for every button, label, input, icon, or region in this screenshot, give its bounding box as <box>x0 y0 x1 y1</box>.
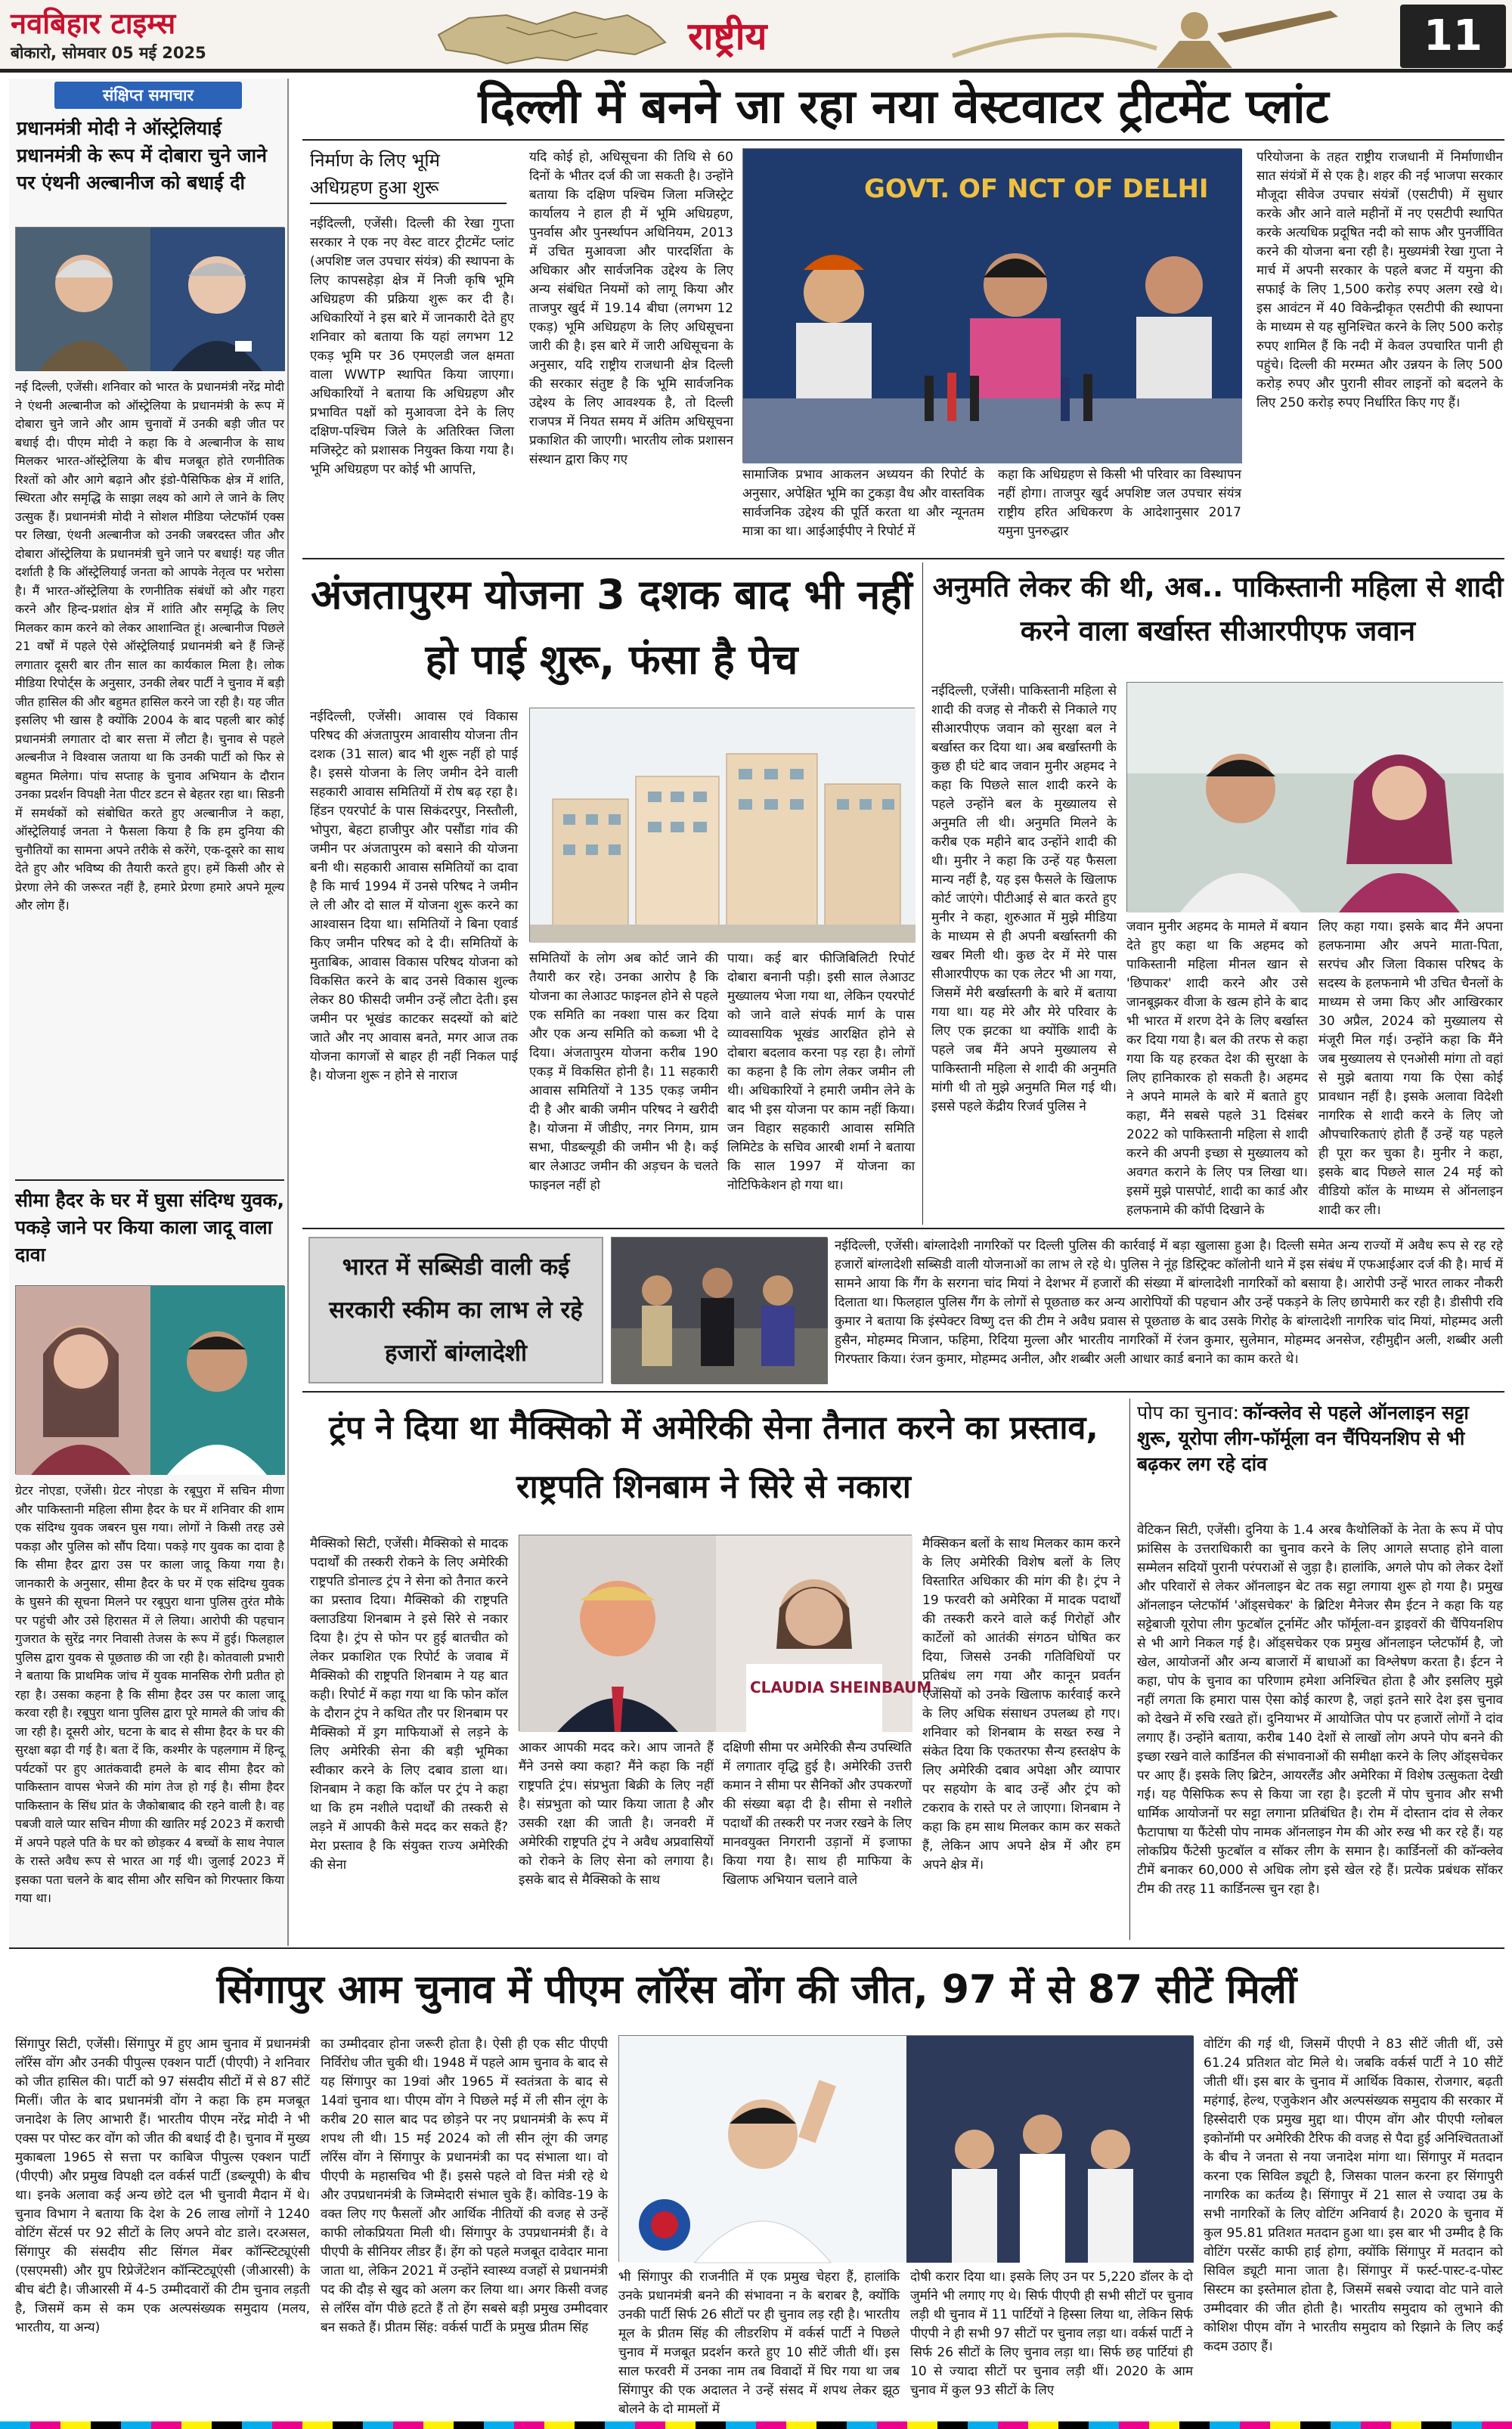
bangladeshi-police-photo <box>611 1237 827 1383</box>
sidebar-story2-headline: सीमा हैदर के घर में घुसा संदिग्ध युवक, पकड़े जाने पर किया काला जादू वाला दावा <box>15 1189 284 1266</box>
crpf-col2: जवान मुनीर अहमद के मामले में बयान देते हुए कहा था कि अहमद को पाकिस्तानी महिला मीनल खान से 'छिपाकर' शादी करने और उसे जानबूझकर वीजा के खत्म होने के बाद भी भारत में शरण देने के लिए बर्खास्त कर दिया गया है। बल की तरफ से कहा गया कि यह हरकत देश की सुरक्षा के लिए हानिकारक हो सकती है। अहमद ने अपने मामले के बारे में बताते हुए कहा, मैंने सबसे पहले 31 दिसंबर 2022 को पाकिस्तानी महिला से शादी करने की अपनी इच्छा से मुख्यालय को अवगत कराने के लिए पत्र लिखा था। इसमें मुझे पासपोर्ट, शादी का कार्ड और हलफनामे की कॉपी दिखाने के <box>1126 919 1308 1218</box>
singapore-col3: भी सिंगापुर की राजनीति में एक प्रमुख चेहरा हैं, हालांकि उनके प्रधानमंत्री बनने की संभावना न के बराबर है, क्योंकि उनकी पार्टी सिर्फ 26 सीटों पर ही चुनाव लड़ रही है। भारतीय मूल के प्रीतम सिंह की लीडरशिप में वर्कर्स पार्टी ने पिछले चुनाव में मजबूत प्रदर्शन करते हुए 10 सीटें जीती थीं। इस साल फरवरी में उनका नाम तब विवादों में घिर गया था जब सिंगापुर की एक अदालत ने उन्हें संसद में शपथ लेकर झूठ बोलने के दो मामलों में <box>618 2269 900 2417</box>
crpf-headline: अनुमति लेकर की थी, अब.. पाकिस्तानी महिला से शादी करने वाला बर्खास्त सीआरपीएफ जवान <box>932 571 1504 647</box>
anjatapuram-col3: पाया। कई बार फीजिबिलिटी रिपोर्ट दोबारा बनानी पड़ी। इसी साल लेआउट मुख्यालय भेजा गया था, लेकिन एयरपोर्ट को जाने वाले संपर्क मार्ग के पास व्यावसायिक भूखंड आरक्षित होने से दोबारा बदलाव करना पड़ रहा है। लोगों का कहना है कि लोग लेकर जमीन ली थी। अधिकारियों ने हमारी जमीन लेने के बाद भी इस योजना पर काम नहीं किया। जन विहार सहकारी आवास समिति लिमिटेड के सचिव आरबी शर्मा ने बताया कि साल 1997 में योजना का नोटिफिकेशन हो गया था। <box>727 951 915 1193</box>
india-map-icon <box>423 5 680 70</box>
wastewater-col4: कहा कि अधिग्रहण से किसी भी परिवार का विस्थापन नहीं होगा। ताजपुर खुर्द अपशिष्ट जल उपचार संयंत्र राष्ट्रीय हरित अधिकरण के आदेशानुसार 2017 यमुना पुनरुद्धार <box>998 467 1241 539</box>
bangladeshi-headline-box <box>308 1237 603 1383</box>
anjatapuram-headline: अंजतापुरम योजना 3 दशक बाद भी नहीं हो पाई शुरू, फंसा है पेच <box>311 571 912 683</box>
singapore-col1: सिंगापुर सिटी, एजेंसी। सिंगापुर में हुए आम चुनाव में प्रधानमंत्री लॉरेंस वोंग और उनकी पीपुल्स एक्शन पार्टी (पीएपी) ने शनिवार को जीत हासिल की। पार्टी को 97 संसदीय सीटों में से 87 सीटें मिलीं। जीत के बाद प्रधानमंत्री वोंग ने कहा कि हम मजबूत जनादेश के लिए आभारी हैं। भारतीय पीएम नरेंद्र मोदी ने भी एक्स पर पोस्ट कर वोंग को जीत की बधाई दी है। चुनाव में मुख्य मुकाबला 1965 से सत्ता पर काबिज पीपुल्स एक्शन पार्टी (पीएपी) और प्रमुख विपक्षी दल वर्कर्स पार्टी (डब्ल्यूपी) के बीच था। इनके अलावा कई अन्य छोटे दल भी चुनावी मैदान में थे। चुनाव विभाग ने बताया कि देश के 26 लाख लोगों ने 1240 वोटिंग सेंटर्स पर 92 सीटों के लिए अपने वोट डाले। दरअसल, सिंगापुर की संसदीय सीट सिंगल मेंबर कॉन्स्टिट्यूएंसी (एसएमसी) और ग्रुप रिप्रेजेंटेशन कॉन्स्टिट्यूएंसी (जीआरसी) के बीच बंटी है। जीआरसी में 4-5 उम्मीदवारों की टीम चुनाव लड़ती है, जिसमें कम से कम एक अल्पसंख्यक समुदाय (मलय, भारतीय, या अन्य) <box>15 2037 310 2335</box>
wastewater-press-photo <box>742 148 1241 463</box>
national-emblem-icon <box>907 3 1376 70</box>
registration-strip <box>0 2421 1512 2429</box>
trump-sheinbaum-photo <box>519 1535 932 1731</box>
anjatapuram-building-photo <box>529 708 915 942</box>
page-number-box <box>1400 5 1506 68</box>
singapore-col5: वोटिंग की गई थी, जिसमें पीएपी ने 83 सीटें जीती थीं, उसे 61.24 प्रतिशत वोट मिले थे। जबकि वर्कर्स पार्टी ने 10 सीटें जीती थीं। इस बार के चुनाव में आर्थिक विकास, रोजगार, बढ़ती महंगाई, हेल्थ, एजुकेशन और अल्पसंख्यक समुदाय की सरकार में हिस्सेदारी एक प्रमुख मुद्दा था। पीएम वोंग और पीएपी ग्लोबल इकोनॉमी पर अमेरिकी टैरिफ की वजह से पैदा हुई अनिश्चितताओं के बीच ने जनता से नया जनादेश मांगा था। सिंगापुर में मतदान करना एक सिविल ड्यूटी है, जिसका पालन करना हर सिंगापुरी नागरिक का कर्तव्य है। सिंगापुर में 21 साल से ज्यादा उम्र के सभी नागरिकों के लिए वोटिंग अनिवार्य है। 2020 के चुनाव में कुल 95.81 प्रतिशत मतदान हुआ था। इस बार भी उम्मीद है कि वोटिंग परसेंट काफी हाई होगा, क्योंकि सिंगापुर में मतदान को सिविल ड्यूटी माना जाता है। सिंगापुर में फर्स्ट-पास्ट-द-पोस्ट सिस्टम का इस्तेमाल होता है, जिसमें सबसे ज्यादा वोट पाने वाले उम्मीदवार की जीत होती है। भारतीय समुदाय को लुभाने की कोशिश पीएम वोंग ने भारतीय समुदाय को रिझाने के लिए कई कदम उठाए हैं। <box>1204 2037 1503 2354</box>
trump-col1: मैक्सिको सिटी, एजेंसी। मैक्सिको से मादक पदार्थों की तस्करी रोकने के लिए अमेरिकी राष्ट्रपति डोनाल्ड ट्रंप ने सेना को तैनात करने का प्रस्ताव दिया। मैक्सिको की राष्ट्रपति क्लाउडिया शिनबाम ने इसे सिरे से नकार दिया है। ट्रंप से फोन पर हुई बातचीत को लेकर प्रकाशित एक रिपोर्ट के जवाब में मैक्सिको की राष्ट्रपति शिनबाम ने यह बात कही। रिपोर्ट में कहा गया था कि फोन कॉल के दौरान ट्रंप ने कथित तौर पर शिनबाम पर मैक्सिको में ड्रग माफियाओं से लड़ने के लिए अमेरिकी सेना की बड़ी भूमिका स्वीकार करने के लिए दबाव डाला था। शिनबाम ने कहा कि कॉल पर ट्रंप ने कहा था कि हम नशीले पदार्थों की तस्करी से लड़ने में आपकी कैसे मदद कर सकते हैं? मेरा प्रस्ताव है कि संयुक्त राज्य अमेरिकी की सेना <box>310 1536 508 1873</box>
pope-body: वेटिकन सिटी, एजेंसी। दुनिया के 1.4 अरब कैथोलिकों के नेता के रूप में पोप फ्रांसिस के उत्तराधिकारी का चुनाव करने के लिए आगले सप्ताह होने वाला सम्मेलन सदियों पुरानी परंपराओं से जुड़ा है। हालांकि, अगले पोप को लेकर देशों और परिवारों से लेकर ऑनलाइन बेट तक सट्टा लगाया शुरू हो गया है। प्रमुख ऑनलाइन प्लेटफॉर्म 'ऑड्सचेकर' के ब्रिटिश मैनेजर सैम ईटन ने कहा कि यह सट्टेबाजी यूरोपा लीग फुटबॉल टूर्नामेंट और फॉर्मूला-वन ड्राइवरों की चैंपियनशिप से भी आगे निकल गई है। ऑड्सचेकर एक प्रमुख ऑनलाइन प्लेटफॉर्म है, जो खेल, आयोजनों और अन्य बाजारों में बाधाओं का विश्लेषण करता है। ईटन ने कहा, पोप के चुनाव का परिणाम हमेशा अनिश्चित होता है और इसलिए मुझे नहीं लगता कि हमारा पास ऐसा कोई कारण है, जहां इतने सारे देश इस चुनाव को देखने में रुचि रखते हों। दुनियाभर में आयोजित पोप पर हजारों लोगों ने दांव लगाए हैं। उन्होंने बताया, करीब 140 देशों से लाखों लोग अपने पोप बनने की इच्छा रखने वाले कार्डिनल की संभावनाओं की समीक्षा करने के लिए ऑड्सचेकर पर आए हैं। इसके लिए ब्रिटेन, आयरलैंड और अमेरिका में विशेष उत्सुकता देखी गई। यह पैसिफिक रूप से किया जा रहा है। इटली में पोप चुनाव और सभी धार्मिक आयोजनों पर सट्टा लगाना प्रतिबंधित है। रोम में दोस्तान दांव से लेकर फैटापाषा या फैंटेसी पोप नामक ऑनलाइन गेम की ओर रुख भी कर रहे हैं। यह लोकप्रिय फैंटेसी फुटबॉल व सॉकर लीग के समान है। कार्डिनलों की कॉन्क्लेव टीमें बनाकर 60,000 से अधिक लोग इसे खेल रहे हैं। प्रत्येक प्रबंधक सॉकर टीम की तरह 11 कार्डिनल्स चुन रहा है। <box>1137 1523 1503 1897</box>
sidebar-story1-body: नई दिल्ली, एजेंसी। शनिवार को भारत के प्रधानमंत्री नरेंद्र मोदी ने एंथनी अल्बानीज को ऑस्ट्रेलिया के प्रधानमंत्री के रूप में दोबारा चुने जाने और आम चुनावों में उनकी बड़ी जीत पर बधाई दी। पीएम मोदी ने कहा कि वे अल्बानीज के साथ मिलकर भारत-ऑस्ट्रेलिया के बीच मजबूत होते रणनीतिक रिश्तों को और आगे बढ़ाने और इंडो-पैसिफिक क्षेत्र में शांति, स्थिरता और समृद्धि के साझा लक्ष्य को आगे ले जाने के लिए उत्सुक हैं। प्रधानमंत्री मोदी ने सोशल मीडिया प्लेटफॉर्म एक्स पर लिखा, एंथनी अल्बानीज को उनकी जबरदस्त जीत और दोबारा ऑस्ट्रेलिया के प्रधानमंत्री चुने जाने पर बधाई! यह जीत दर्शाती है कि ऑस्ट्रेलियाई जनता को आपके नेतृत्व पर भरोसा है। मैं भारत-ऑस्ट्रेलिया के रणनीतिक संबंधों को और गहरा करने और हिन्द-प्रशांत क्षेत्र में शांति और समृद्धि के लिए मिलकर काम करने को लेकर आशान्वित हूं। अल्बानीज पिछले 21 वर्षों में पहले ऐसे ऑस्ट्रेलियाई प्रधानमंत्री बने हैं जिन्हें लगातार दूसरी बार तीन साल का कार्यकाल मिला है। लोक मीडिया रिपोर्ट्स के अनुसार, उनकी लेबर पार्टी ने चुनाव में बड़ी जीत हासिल की और बहुमत हासिल करने जा रही है। यह जीत इसलिए भी खास है क्योंकि 2004 के बाद पहली बार कोई प्रधानमंत्री लगातार दो बार सत्ता में लौटा है। चुनाव से पहले अल्बनीज ने विश्वास जताया था कि उनकी पार्टी को फिर से बहुमत मिलेगा। पांच सप्ताह के चुनाव अभियान के दौरान उनका प्रदर्शन विपक्षी नेता पीटर डटन से बेहतर रहा था। सिडनी में समर्थकों को संबोधित करते हुए अल्बानीज ने कहा, ऑस्ट्रेलियाई जनता ने फैसला किया है कि हम दुनिया की चुनौतियों का सामना अपने तरीके से करेंगे, एक-दूसरे का साथ देते हुए और भविष्य की तैयारी करते हुए। हमें किसी और से प्रेरणा लेने की जरूरत नहीं है, हमारे प्रेरणा हमारे अपने मूल्य और लोग हैं। <box>15 380 284 912</box>
anjatapuram-col1: नईदिल्ली, एजेंसी। आवास एवं विकास परिषद की अंजतापुरम आवासीय योजना तीन दशक (31 साल) बाद भी शुरू नहीं हो पाई है। इससे योजना के लिए जमीन देने वाली सहकारी आवास समितियों में रोष बढ़ रहा है। हिंडन एयरपोर्ट के पास सिकंदरपुर, निस्तौली, भोपुरा, बेहटा हाजीपुर और पसौंडा गांव की जमीन पर अंजतापुरम को बसाने की योजना बनी थी। सहकारी आवास समितियों का दावा है कि मार्च 1994 में उनसे परिषद ने जमीन ले ली और दो साल में योजना शुरू करने का आश्वासन दिया था। समितियों ने बिना एवार्ड किए जमीन परिषद को दे दी। समितियों के मुताबिक, आवास विकास परिषद योजना को विकसित करने के बाद उनसे विकास शुल्क लेकर 80 फीसदी जमीन उन्हें लौटा देती। इस जमीन पर भूखंड काटकर सदस्यों को बांटे जाते और नए आवास बनते, मगर आज तक योजना कागजों से बाहर ही नहीं निकल पाई है। योजना शुरू न होने से नाराज <box>310 709 518 1083</box>
sidebar <box>9 79 289 1946</box>
sidebar-story1-headline: प्रधानमंत्री मोदी ने ऑस्ट्रेलियाई प्रधानमंत्री के रूप में दोबारा चुने जाने पर एंथनी अल्बानीज को बधाई दी <box>17 117 268 194</box>
crpf-couple-photo <box>1126 682 1503 912</box>
anjatapuram-col2: समितियों के लोग अब कोर्ट जाने की तैयारी कर रहे। उनका आरोप है कि योजना का लेआउट फाइनल होने से पहले एक समिति का नक्शा पास कर दिया और एक अन्य समिति को कब्जा भी दे दिया। अंजतापुरम योजना करीब 190 एकड़ में विकसित होनी है। 11 सहकारी आवास समितियों ने 135 एकड़ जमीन दी है और बाकी जमीन परिषद ने खरीदी है। योजना में जीडीए, नगर निगम, ग्राम सभा, पीडब्ल्यूडी की जमीन भी है। कई बार लेआउट जमीन की अड़चन के चलते फाइनल नहीं हो <box>529 951 718 1193</box>
sidebar-story2-photo <box>15 1285 284 1474</box>
wastewater-col2: यदि कोई हो, अधिसूचना की तिथि से 60 दिनों के भीतर दर्ज की जा सकती है। उन्होंने बताया कि दक्षिण पश्चिम जिला मजिस्ट्रेट कार्यालय ने हाल ही में भूमि अधिग्रहण, पुनर्वास और पुनर्स्थापन अधिनियम, 2013 में उचित मुआवजा और पारदर्शिता के अधिकार और सार्वजनिक उद्देश्य के लिए अन्य संबंधित नियमों को लागू किया और ताजपुर खुर्द में 19.14 बीघा (लगभग 12 एकड़) भूमि अधिग्रहण के लिए अधिसूचना जारी की है। इस बारे में जारी अधिसूचना के अनुसार, यदि राष्ट्रीय राजधानी क्षेत्र दिल्ली की सरकार संतुष्ट है कि भूमि सार्वजनिक उद्देश्य के लिए आवश्यक है, तो दिल्ली राजपत्र में नियत समय में अंतिम अधिसूचना प्रकाशित की जाएगी। भारतीय लोक प्रशासन संस्थान द्वारा किए गए <box>529 150 733 467</box>
trump-sign-text: CLAUDIA SHEINBAUM <box>750 1678 932 1696</box>
pope-headline-block <box>1137 1400 1504 1513</box>
crpf-col1: नईदिल्ली, एजेंसी। पाकिस्तानी महिला से शादी की वजह से नौकरी से निकाले गए सीआरपीएफ जवान को सुरक्षा बल ने बर्खास्त कर दिया था। अब बर्खास्तगी के कुछ ही घंटे बाद जवान मुनीर अहमद ने कहा कि पिछले साल शादी करने के पहले उन्होंने बल के मुख्यालय से अनुमति ली थी। अनुमति मिलने के करीब एक महीने बाद उन्होंने शादी की थी। मुनीर ने कहा कि उन्हें यह फैसला मान्य नहीं है, यह इस फैसले के खिलाफ कोर्ट जाएंगे। पीटीआई से बात करते हुए मुनीर ने कहा, शुरुआत में मुझे मीडिया के माध्यम से ही अपनी बर्खास्तगी की खबर मिली थी। कुछ देर में मेरे पास सीआरपीएफ का एक लेटर भी आ गया, जिसमें मेरी बर्खास्तगी के बारे में बताया गया था। यह मेरे और मेरे परिवार के लिए एक झटका था क्योंकि शादी के पहले जब मैंने अपने मुख्यालय से पाकिस्तानी महिला से शादी की अनुमति मांगी थी तो मुझे अनुमति मिल गई थी। इससे पहले केंद्रीय रिजर्व पुलिस ने <box>931 683 1117 1114</box>
sidebar-story1-photo <box>15 227 284 370</box>
trump-col4: मैक्सिकन बलों के साथ मिलकर काम करने के लिए अमेरिकी विशेष बलों के लिए विस्तारित अधिकार की मांग की है। ट्रंप ने 19 फरवरी को अमेरिका में मादक पदार्थों की तस्करी करने वाले कई गिरोहों और कार्टेलों को आतंकी संगठन घोषित कर दिया, जिससे उनकी गतिविधियों पर प्रतिबंध लग गया और कानून प्रवर्तन एजेंसियों को उनके खिलाफ कार्रवाई करने के लिए अधिक संसाधन उपलब्ध हो गए। शनिवार को शिनबाम के सख्त रुख ने संकेत दिया कि एकतरफा सैन्य हस्तक्षेप के लिए अमेरिकी दबाव अपेक्षा और व्यापार पर सहयोग के बाद उन्हें और ट्रंप को टकराव के रास्ते पर ले जाएगा। शिनबाम ने कहा कि हम साथ मिलकर काम कर सकते हैं, लेकिन आप अपने क्षेत्र में और हम अपने क्षेत्र में। <box>922 1536 1120 1873</box>
pope-kicker: पोप का चुनाव: <box>1137 1402 1239 1424</box>
trump-headline: ट्रंप ने दिया था मैक्सिको में अमेरिकी सेना तैनात करने का प्रस्ताव, राष्ट्रपति शिनबाम ने सिरे से नकारा <box>329 1409 1098 1506</box>
masthead <box>0 0 1512 73</box>
press-banner-text: GOVT. OF NCT OF DELHI <box>864 174 1209 204</box>
trump-col2: आकर आपकी मदद करे। आप जानते हैं मैंने उनसे क्या कहा? मैंने कहा कि नहीं राष्ट्रपति ट्रंप। संप्रभुता बिक्री के लिए नहीं है। संप्रभुता को प्यार किया जाता है और उसकी रक्षा की जाती है। जनवरी में अमेरिकी राष्ट्रपति ट्रंप ने अवैध अप्रवासियों को रोकने के लिए सेना को लगाया है। इसके बाद से मैक्सिको के साथ <box>519 1740 714 1888</box>
pope-headline: कॉन्क्लेव से पहले ऑनलाइन सट्टा शुरू, यूरोपा लीग-फॉर्मूला वन चैंपियनशिप से भी बढ़कर लग रहे दांव <box>1137 1402 1469 1475</box>
trump-col3: दक्षिणी सीमा पर अमेरिकी सैन्य उपस्थिति में लगातार वृद्धि हुई है। अमेरिकी उत्तरी कमान ने सीमा पर सैनिकों और उपकरणों की संख्या बढ़ा दी है। सीमा से नशीले पदार्थों की तस्करी पर नजर रखने के लिए मानवयुक्त निगरानी उड़ानों में इजाफा किया गया है। साथ ही माफिया के खिलाफ अभियान चलाने वाले <box>723 1740 912 1888</box>
crpf-col3: लिए कहा गया। इसके बाद मैंने अपना हलफनामा और अपने माता-पिता, सरपंच और जिला विकास परिषद के सदस्य के हलफनामे भी उचित चैनलों के माध्यम से जमा किए और आखिरकार 30 अप्रैल, 2024 को मुख्यालय से मंजूरी मिल गई। उन्होंने कहा कि मैंने जब मुख्यालय से एनओसी मांगा तो वहां से मुझे बताया गया कि ऐसा कोई प्रावधान नहीं है। इसके अलावा विदेशी नागरिक से शादी करने के लिए जो औपचारिकताएं होती हैं उन्हें यह पहले ही पूरा कर चुका है। मुनीर ने कहा, इसके बाद पिछले साल 24 मई को वीडियो कॉल के माध्यम से ऑनलाइन शादी कर ली। <box>1318 919 1503 1218</box>
bangladeshi-headline: भारत में सब्सिडी वाली कई सरकारी स्कीम का लाभ ले रहे हजारों बांग्लादेशी <box>329 1253 583 1367</box>
singapore-col4: दोषी करार दिया था। इसके लिए उन पर 5,220 डॉलर के दो जुर्माने भी लगाए गए थे। सिर्फ पीएपी ही सभी सीटों पर चुनाव लड़ी थी चुनाव में 11 पार्टियों ने हिस्सा लिया था, लेकिन सिर्फ पीएपी ने ही सभी 97 सीटों पर चुनाव लड़ा था। वर्कर्स पार्टी ने सिर्फ 26 सीटों के लिए चुनाव लड़ा था। सिर्फ छह पार्टियां ही 10 से ज्यादा सीटों पर चुनाव लड़ी थीं। 2020 के आम चुनाव में कुल 93 सीटों के लिए <box>910 2269 1193 2398</box>
section-title: राष्ट्रीय <box>688 14 767 58</box>
singapore-col2: का उम्मीदवार होना जरूरी होता है। ऐसी ही एक सीट पीएपी निर्विरोध जीत चुकी थी। 1948 में पहले आम चुनाव के बाद से यह सिंगापुर का 19वां और 1965 में स्वतंत्रता के बाद से 14वां चुनाव था। पीएम वोंग ने पिछले मई में ली सीन लूंग के करीब 20 साल बाद पद छोड़ने पर नए प्रधानमंत्री के रूप में शपथ ली थी। 15 मई 2024 को ली सीन लूंग की जगह लॉरेंस वोंग ने सिंगापुर के प्रधानमंत्री का पद संभाला था। वो पीएपी के महासचिव भी हैं। इससे पहले वो वित्त मंत्री रहे थे और उपप्रधानमंत्री के जिम्मेदारी संभाल चुके हैं। कोविड-19 के वक्त लिए गए फैसलों और आर्थिक नीतियों की वजह से उन्हें काफी लोकप्रियता मिली थी। सिंगापुर के उपप्रधानमंत्री हैं। वे पीएपी के सीनियर लीडर हैं। हेंग को पहले मजबूत दावेदार माना जाता था, लेकिन 2021 में उन्होंने स्वास्थ्य वजहों से प्रधानमंत्री पद की दौड़ से खुद को अलग कर लिया था। अगर किसी वजह से लॉरेंस वोंग पीछे हटते हैं तो हेंग सबसे बड़ी प्रमुख उम्मीदवार बन सकते हैं। प्रीतम सिंह: वर्कर्स पार्टी के प्रमुख प्रीतम सिंह <box>321 2037 608 2335</box>
singapore-wong-photo <box>618 2035 1193 2262</box>
wastewater-subhead: निर्माण के लिए भूमि अधिग्रहण हुआ शुरू <box>310 147 507 204</box>
location-date: बोकारो, सोमवार 05 मई 2025 <box>11 44 206 62</box>
sidebar-heading: संक्षिप्त समाचार <box>54 82 242 109</box>
page-number: 11 <box>1424 11 1483 60</box>
bangladeshi-body: नईदिल्ली, एजेंसी। बांग्लादेशी नागरिकों पर दिल्ली पुलिस की कार्रवाई में बड़ा खुलासा हुआ है। दिल्ली समेत अन्य राज्यों में अवैध रूप से रह रहे हजारों बांग्लादेशी सब्सिडी वाली योजनाओं का लाभ ले रहे थे। पुलिस ने नूंह डिस्ट्रिक्ट कॉलोनी थाने में इस संबंध में एफआईआर दर्ज की है। मार्च में सामने आया कि गैंग के सरगना चांद मियां ने देशभर में हजारों की संख्या में बांग्लादेशी नागरिकों को बसाया है। आरोपी उन्हें भारत लाकर नौकरी दिलाता था। फिलहाल पुलिस गैंग के लोगों से पूछताछ कर अन्य आरोपियों की पहचान और उन्हें पकड़ने के लिए छापेमारी कर रही है। डीसीपी रवि कुमार ने बताया कि इंस्पेक्टर विष्णु दत्त की टीम ने अवैध प्रवास से पूछताछ के बाद उसके गिरोह के बांग्लादेशी नागरिक चांद मियां, मोहम्मद अली हुसैन, मोहम्मद मिजान, फहिमा, रिदिया मुल्ला और भारतीय नागरिकों में रंजन कुमार, सुलेमान, मोहम्मद अनसेज, रहीमुद्दीन अली, शब्बीर अली गिरफ्तार किया। रंजन कुमार, मोहम्मद अनील, और शब्बीर अली आधार कार्ड बनाने का काम करते थे। <box>835 1238 1503 1367</box>
wastewater-col3: सामाजिक प्रभाव आकलन अध्ययन की रिपोर्ट के अनुसार, अपेक्षित भूमि का टुकड़ा वैध और वास्तविक सार्वजनिक उद्देश्य की पूर्ति करता था और न्यूनतम मात्रा का था। आईआईपीए ने रिपोर्ट में <box>742 467 984 539</box>
wastewater-headline: दिल्ली में बनने जा रहा नया वेस्टवाटर ट्रीटमेंट प्लांट <box>478 79 1329 134</box>
singapore-headline: सिंगापुर आम चुनाव में पीएम लॉरेंस वोंग की जीत, 97 में से 87 सीटें मिलीं <box>216 1967 1297 2012</box>
wastewater-col5: परियोजना के तहत राष्ट्रीय राजधानी में निर्माणाधीन सात संयंत्रों में से एक है। शहर की नई भाजपा सरकार मौजूदा सीवेज उपचार संयंत्रों (एसटीपी) में सुधार करके और आने वाले महीनों में नए एसटीपी स्थापित करके अत्यधिक प्रदूषित नदी को साफ और पुनर्जीवित करने की योजना बना रही है। मुख्यमंत्री रेखा गुप्ता ने मार्च में अपनी सरकार के पहले बजट में यमुना की सफाई के लिए 1,500 करोड़ रुपए अलग रखे थे। इस आवंटन में 40 विकेन्द्रीकृत एसटीपी की स्थापना के माध्यम से यह सुनिश्चित करने के लिए 500 करोड़ रुपए शामिल हैं कि नदी में केवल उपचारित पानी ही पहुंचे। दिल्ली की मरम्मत और उन्नयन के लिए 500 करोड़ रुपए और पुरानी सीवर लाइनों को बदलने के लिए 250 करोड़ रुपए निर्धारित किए गए हैं। <box>1256 150 1503 411</box>
wastewater-col1: नईदिल्ली, एजेंसी। दिल्ली की रेखा गुप्ता सरकार ने एक नए वेस्ट वाटर ट्रीटमेंट प्लांट (अपशिष्ट जल उपचार संयंत्र) की स्थापना के लिए कापसहेड़ा क्षेत्र में निजी कृषि भूमि अधिग्रहण की प्रक्रिया शुरू कर दी है। अधिकारियों ने इस बारे में जानकारी देते हुए शनिवार को बताया कि यहां लगभग 12 एकड़ भूमि पर 36 एमएलडी जल क्षमता वाला WWTP स्थापित किया जाएगा। अधिकारियों ने बताया कि अधिग्रहण और प्रभावित पक्षों को मुआवजा देने के लिए दक्षिण-पश्चिम जिले के अतिरिक्त जिला मजिस्ट्रेट को प्रशासक नियुक्त किया गया है। भूमि अधिग्रहण पर कोई भी आपत्ति, <box>310 216 514 477</box>
paper-name: नवबिहार टाइम्स <box>11 7 176 40</box>
sidebar-story2-body: ग्रेटर नोएडा, एजेंसी। ग्रेटर नोएडा के रबूपुरा में सचिन मीणा और पाकिस्तानी महिला सीमा हैदर के घर में शनिवार की शाम एक संदिग्ध युवक जबरन घुस गया। लोगों ने किसी तरह उसे पकड़ा और पुलिस को सौंप दिया। पकड़े गए युवक का दावा है कि सीमा हैदर द्वारा उस पर काला जादू किया गया है। जानकारी के अनुसार, सीमा हैदर के घर में एक संदिग्ध युवक के घुसने की सूचना मिलने पर रबूपुरा थाना पुलिस तुरंत मौके पर पहुंची और उसे हिरासत में ले लिया। आरोपी की पहचान गुजरात के सुरेंद्र नगर निवासी तेजस के रूप में हुई। फिलहाल पुलिस द्वारा युवक से पूछताछ की जा रही है। कोतवाली प्रभारी ने बताया कि प्राथमिक जांच में युवक मानसिक रोगी प्रतीत हो रहा है। उसका कहना है कि सीमा हैदर उस पर काला जादू करवा रही है। रबूपुरा थाना पुलिस द्वारा पूरे मामले की जांच की जा रही है। दूसरी ओर, घटना के बाद से सीमा हैदर के घर की सुरक्षा बढ़ा दी गई है। बता दें कि, कश्मीर के पहलगाम में हिन्दू पर्यटकों पर हुए आतंकवादी हमले के बाद सीमा हैदर को पाकिस्तान वापस भेजने की मांग तेज हो गई है। सीमा हैदर पाकिस्तान के सिंध प्रांत के जैकोबाबाद की रहने वाली है। वह पबजी वाले प्यार सचिन मीणा की खातिर मई 2023 में कराची में अपने पहले पति के घर को छोड़कर 4 बच्चों के साथ नेपाल के रास्ते अवैध रूप से भारत आ गई थी। जुलाई 2023 में इसका पता चलने के बाद सीमा और सचिन को गिरफ्तार किया गया था। <box>15 1483 284 1905</box>
